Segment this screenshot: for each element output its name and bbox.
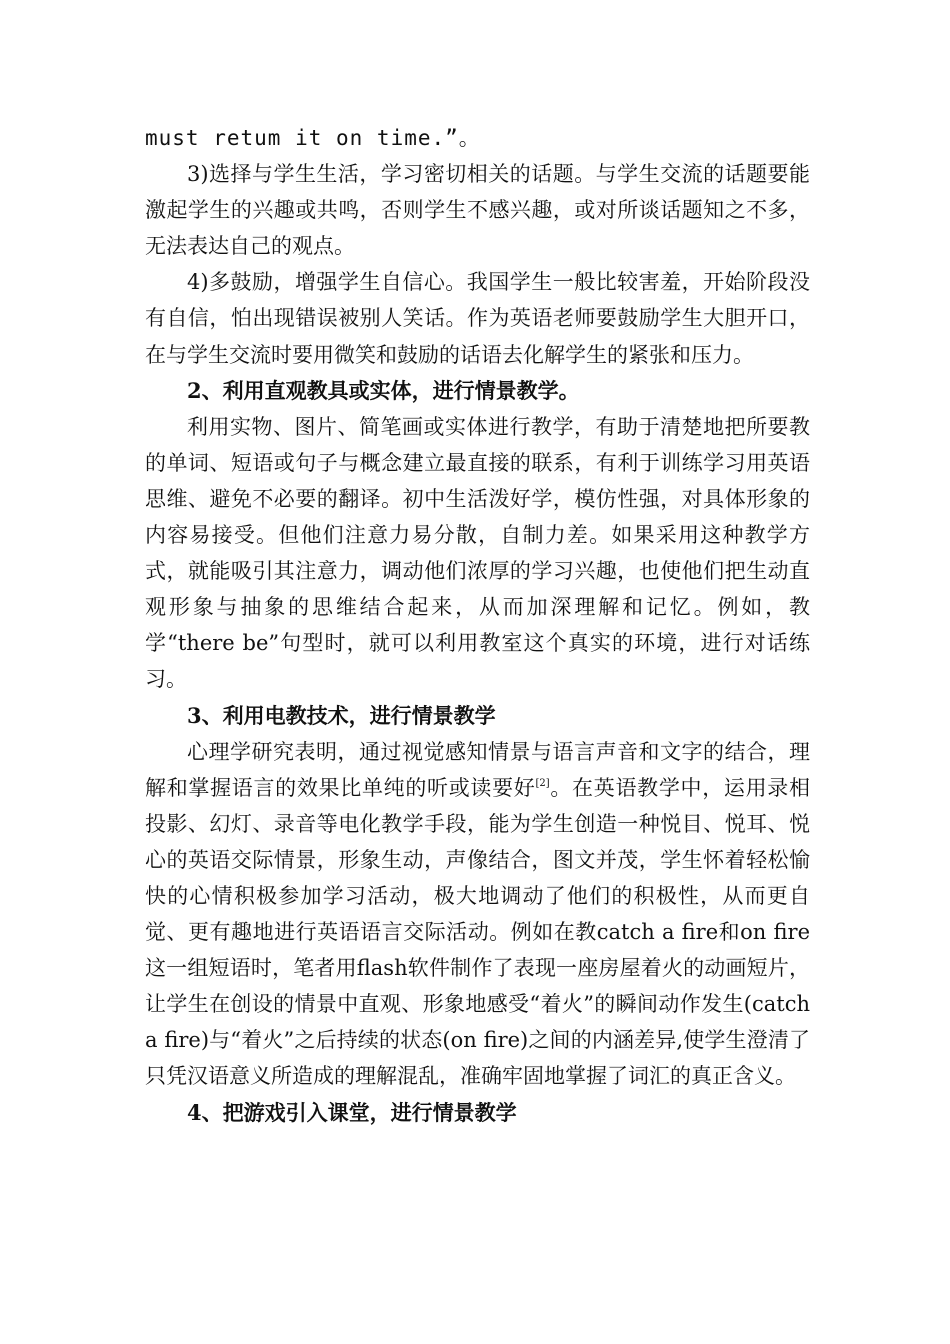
paragraph-continuation: must retum it on time.”。 bbox=[145, 126, 481, 150]
section-heading-4: 4、把游戏引入课堂，进行情景教学 bbox=[187, 1099, 517, 1125]
paragraph-topic-selection: 3)选择与学生生活，学习密切相关的话题。与学生交流的话题要能激起学生的兴趣或共鸣，否则学生不感兴趣，或对所谈话题知之不多，无法表达自己的观点。 bbox=[145, 162, 810, 259]
paragraph-visual-aids: 利用实物、图片、简笔画或实体进行教学，有助于清楚地把所要教的单词、短语或句子与概念建立最直接的联系，有利于训练学习用英语思维、避免不必要的翻译。初中生活泼好学，模仿性强，对具体形象的内容易接受。但他们注意力易分散，自制力差。如果采用这种教学方式，就能吸引其注意力，调动他们浓厚的学习兴趣，也使他们把生动直观形象与抽象的思维结合起来，从而加深理解和记忆。例如，教学“there be”句型时，就可以利用教室这个真实的环境，进行对话练习。 bbox=[145, 414, 810, 692]
paragraph-encouragement: 4)多鼓励，增强学生自信心。我国学生一般比较害羞，开始阶段没有自信，怕出现错误被别人笑话。作为英语老师要鼓励学生大胆开口，在与学生交流时要用微笑和鼓励的话语去化解学生的紧张和压力。 bbox=[145, 270, 810, 367]
section-heading-3: 3、利用电教技术，进行情景教学 bbox=[187, 702, 496, 728]
paragraph-multimedia-part1: 心理学研究表明，通过视觉感知情景与语言声音和文字的结合，理解和掌握语言的效果比单纯的听或读要好 bbox=[145, 739, 810, 800]
paragraph-multimedia-part2: 。在英语教学中，运用录相投影、幻灯、录音等电化教学手段，能为学生创造一种悦目、悦耳、悦心的英语交际情景，形象生动，声像结合，图文并茂，学生怀着轻松愉快的心情积极参加学习活动，极大地调动了他们的积极性，从而更自觉、更有趣地进行英语语言交际活动。例如在教catch a fire和on fire这一组短语时，笔者用flash软件制作了表现一座房屋着火的动画短片，让学生在创设的情景中直观、形象地感受“着火”的瞬间动作发生(catch a fire)与“着火”之后持续的状态(on fire)之间的内涵差异,使学生澄清了只凭汉语意义所造成的理解混乱，准确牢固地掌握了词汇的真正含义。 bbox=[145, 775, 811, 1089]
paragraph-multimedia bbox=[145, 734, 810, 1095]
citation-reference: [2] bbox=[535, 777, 550, 789]
section-heading-2: 2、利用直观教具或实体，进行情景教学。 bbox=[187, 377, 580, 403]
body-text bbox=[145, 120, 810, 1131]
